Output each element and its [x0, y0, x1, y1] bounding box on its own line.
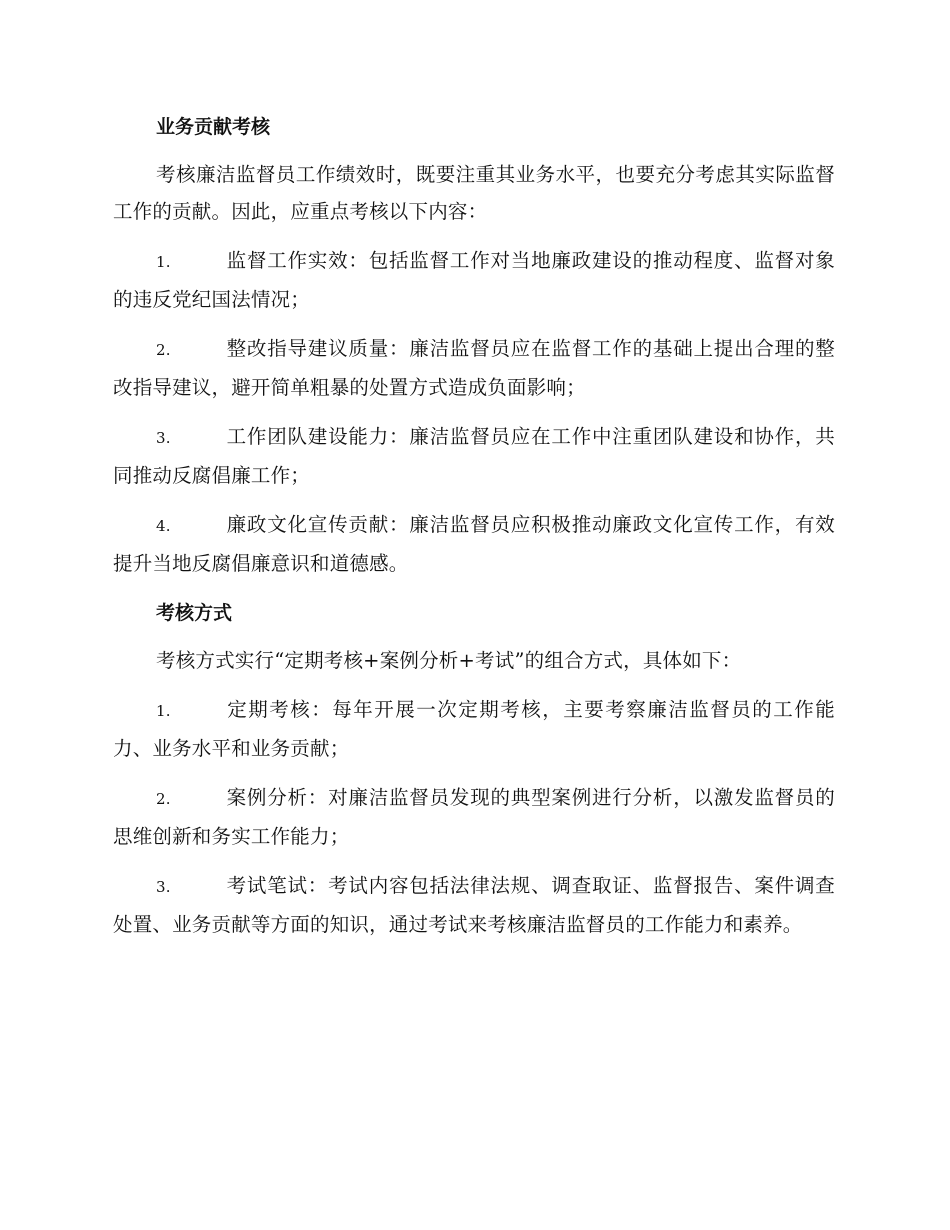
list-item-number: 3.: [156, 878, 171, 896]
list-item-text: 整改指导建议质量：廉洁监督员应在监督工作的基础上提出合理的整改指导建议，避开简单粗暴的处置方式造成负面影响；: [113, 337, 835, 399]
list-item: [113, 330, 835, 406]
document-body: [113, 108, 835, 955]
list-item: [113, 418, 835, 494]
list-item-text: 案例分析：对廉洁监督员发现的典型案例进行分析，以激发监督员的思维创新和务实工作能力；: [113, 786, 835, 848]
list-item: [113, 691, 835, 767]
list-item-text: 工作团队建设能力：廉洁监督员应在工作中注重团队建设和协作，共同推动反腐倡廉工作；: [113, 425, 835, 487]
section-intro-paragraph: 考核方式实行“定期考核+案例分析+考试”的组合方式，具体如下：: [156, 649, 742, 672]
section-heading-assessment-method: 考核方式: [156, 602, 233, 624]
list-item-number: 3.: [156, 429, 171, 447]
list-item: [113, 506, 835, 582]
section-intro-paragraph: 考核廉洁监督员工作绩效时，既要注重其业务水平，也要充分考虑其实际监督工作的贡献。因此，应重点考核以下内容：: [113, 163, 835, 223]
list-item: [113, 779, 835, 855]
list-item-number: 1.: [156, 702, 171, 720]
list-item-number: 4.: [156, 517, 171, 535]
list-item-text: 考试笔试：考试内容包括法律法规、调查取证、监督报告、案件调查处置、业务贡献等方面的知识，通过考试来考核廉洁监督员的工作能力和素养。: [113, 874, 835, 936]
list-item-text: 监督工作实效：包括监督工作对当地廉政建设的推动程度、监督对象的违反党纪国法情况；: [113, 249, 835, 311]
list-item-number: 2.: [156, 790, 171, 808]
list-item: [113, 867, 835, 943]
list-item-text: 廉政文化宣传贡献：廉洁监督员应积极推动廉政文化宣传工作，有效提升当地反腐倡廉意识和道德感。: [113, 513, 835, 575]
section-heading-business-contribution: 业务贡献考核: [156, 116, 271, 138]
list-item: [113, 242, 835, 318]
list-item-number: 2.: [156, 341, 171, 359]
list-item-text: 定期考核：每年开展一次定期考核，主要考察廉洁监督员的工作能力、业务水平和业务贡献；: [113, 698, 835, 760]
list-item-number: 1.: [156, 253, 171, 271]
